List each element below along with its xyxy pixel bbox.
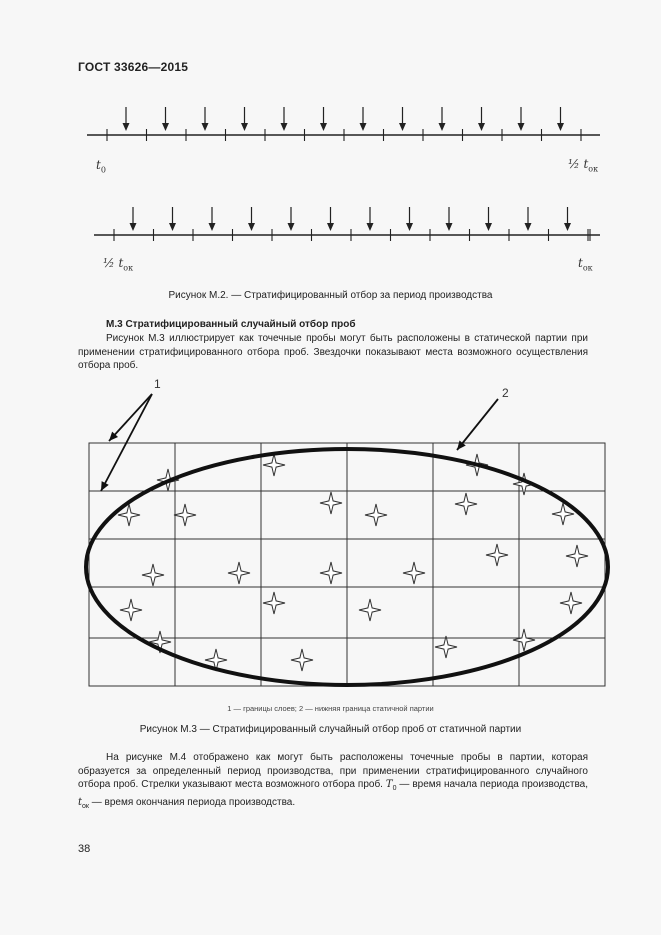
star-icon: [142, 564, 164, 586]
star-icon: [455, 493, 477, 515]
section-title: М.3 Стратифицированный случайный отбор проб: [106, 319, 356, 330]
label-half-tok-top: ½ $t_{ок}$: [568, 157, 599, 174]
star-icon: [365, 504, 387, 526]
callout-2: 2: [502, 386, 509, 400]
star-icon: [359, 599, 381, 621]
callout-1: 1: [154, 377, 161, 391]
star-icon: [566, 545, 588, 567]
leader-2: [457, 399, 498, 450]
star-icon: [263, 454, 285, 476]
section-paragraph: Рисунок М.3 иллюстрирует как точечные пробы могут быть расположены в статической партии при применении стратифицированного отбора проб. Звездочки показывают места возможного осуществления отбора проб.: [78, 333, 588, 371]
star-icon: [228, 562, 250, 584]
star-icon: [403, 562, 425, 584]
figure-m3-legend: 1 — границы слоев; 2 — нижняя граница статичной партии: [227, 704, 434, 713]
star-icon: [291, 649, 313, 671]
star-icon: [486, 544, 508, 566]
star-icon: [120, 599, 142, 621]
label-tok: $t_{ок}$: [578, 256, 593, 273]
label-half-tok-bottom: ½ $t_{ок}$: [103, 256, 134, 273]
document-header: ГОСТ 33626—2015: [78, 60, 189, 74]
star-icon: [435, 636, 457, 658]
figure-m3-caption: Рисунок М.3 — Стратифицированный случайный отбор проб от статичной партии: [139, 724, 522, 735]
star-icon: [513, 629, 535, 651]
star-icon: [320, 562, 342, 584]
star-icon: [560, 592, 582, 614]
closing-paragraph: На рисунке М.4 отображено как могут быть расположены точечные пробы в партии, которая образуется за определенный период производства, при применении стратифицированного случайного отбора проб. Стрелки указывают места возможного отбора проб. $T_0$ — время начала периода производства, $t_{ок}$ — время окончания периода производства.: [78, 752, 588, 810]
figure-m2-caption: Рисунок М.2. — Стратифицированный отбор за период производства: [168, 290, 493, 301]
star-icon: [174, 504, 196, 526]
label-t0: $t_0$: [96, 158, 106, 175]
star-icon: [320, 492, 342, 514]
page-number: 38: [78, 843, 91, 855]
star-icon: [263, 592, 285, 614]
